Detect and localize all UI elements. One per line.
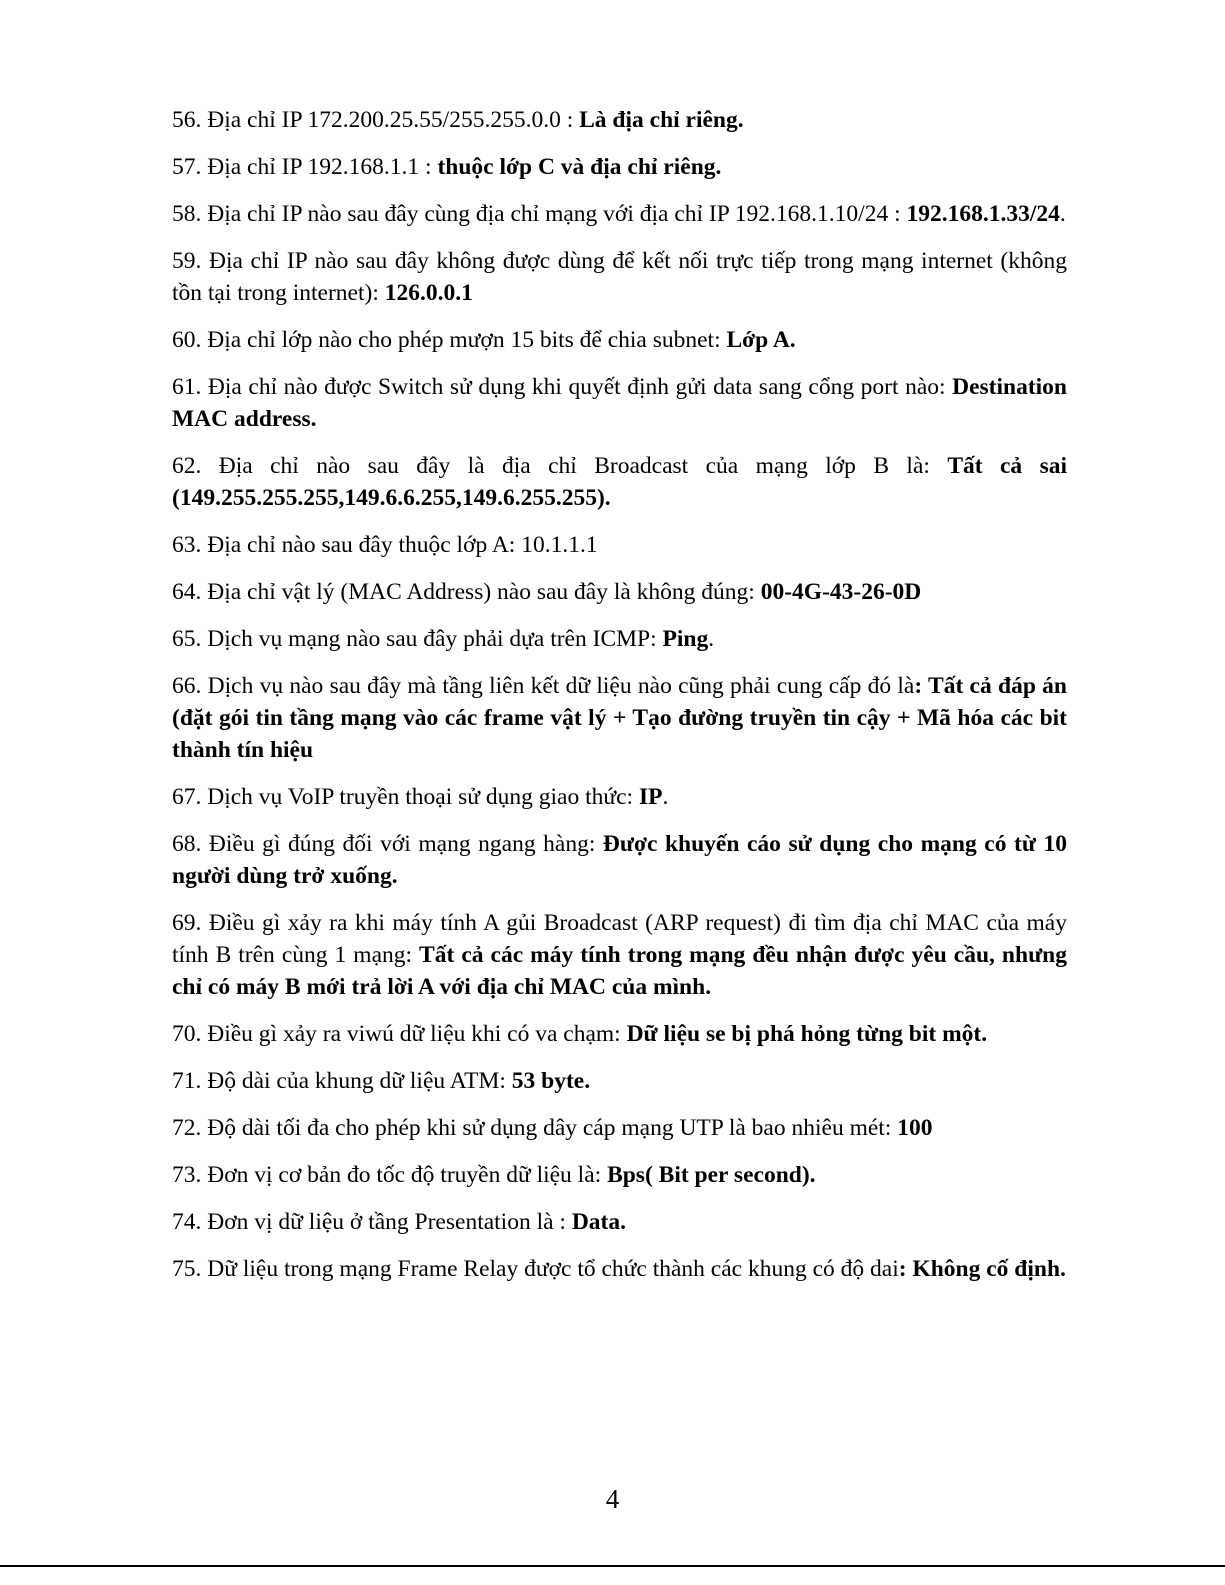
question-text: 57. Địa chỉ IP 192.168.1.1 : xyxy=(172,154,438,180)
question-74 xyxy=(172,1206,1067,1238)
question-tail: . xyxy=(1059,201,1066,227)
question-answer: 192.168.1.33/24 xyxy=(906,201,1060,227)
question-71 xyxy=(172,1065,1067,1097)
question-text: 72. Độ dài tối đa cho phép khi sử dụng dây cáp mạng UTP là bao nhiêu mét: xyxy=(172,1115,898,1141)
page-bottom-divider xyxy=(0,1565,1225,1567)
question-answer: Lớp A. xyxy=(726,327,796,353)
question-text: 61. Địa chỉ nào được Switch sử dụng khi quyết định gửi data sang cổng port nào: xyxy=(172,374,953,400)
question-58 xyxy=(172,198,1067,230)
page-number: 4 xyxy=(605,1484,620,1514)
question-text: 71. Độ dài của khung dữ liệu ATM: xyxy=(172,1068,512,1094)
question-answer: : Tất cả đáp án (đặt gói tin tầng mạng vào các frame vật lý + Tạo đường truyền tin cậy + Mã hóa các bit thành tín hiệu xyxy=(172,673,1067,763)
question-70 xyxy=(172,1018,1067,1050)
question-text: 63. Địa chỉ nào sau đây thuộc lớp A: 10.1.1.1 xyxy=(172,532,598,558)
question-text: 64. Địa chỉ vật lý (MAC Address) nào sau đây là không đúng: xyxy=(172,579,761,605)
question-answer: : Không cố định. xyxy=(898,1256,1066,1282)
question-text: 69. Điều gì xảy ra khi máy tính A gủi Broadcast (ARP request) đi tìm địa chỉ MAC của máy tính B trên cùng 1 mạng: xyxy=(172,910,1067,968)
question-answer: 100 xyxy=(897,1115,933,1141)
question-63 xyxy=(172,529,1067,561)
question-65 xyxy=(172,623,1067,655)
question-61 xyxy=(172,371,1067,435)
question-72 xyxy=(172,1112,1067,1144)
question-tail: . xyxy=(662,784,669,810)
question-57 xyxy=(172,151,1067,183)
question-answer: Ping xyxy=(662,626,709,652)
question-text: 75. Dữ liệu trong mạng Frame Relay được tổ chức thành các khung có độ dai xyxy=(172,1256,899,1282)
question-60 xyxy=(172,324,1067,356)
question-answer: Tất cả các máy tính trong mạng đều nhận được yêu cầu, nhưng chỉ có máy B mới trả lời A với địa chỉ MAC của mình. xyxy=(172,942,1067,1000)
question-text: 74. Đơn vị dữ liệu ở tầng Presentation là : xyxy=(172,1209,572,1235)
question-answer: Destination MAC address. xyxy=(172,374,1067,432)
document-page xyxy=(172,104,1067,1300)
question-answer: Tất cả sai (149.255.255.255,149.6.6.255,149.6.255.255). xyxy=(172,453,1067,511)
question-73 xyxy=(172,1159,1067,1191)
question-59 xyxy=(172,245,1067,309)
question-answer: 53 byte. xyxy=(511,1068,591,1094)
question-text: 73. Đơn vị cơ bản đo tốc độ truyền dữ liệu là: xyxy=(172,1162,608,1188)
question-56 xyxy=(172,104,1067,136)
question-text: 59. Địa chỉ IP nào sau đây không được dùng để kết nối trực tiếp trong mạng internet (không tồn tại trong internet): xyxy=(172,248,1067,306)
question-text: 60. Địa chỉ lớp nào cho phép mượn 15 bits để chia subnet: xyxy=(172,327,727,353)
question-answer: 126.0.0.1 xyxy=(384,280,473,306)
question-answer: 00-4G-43-26-0D xyxy=(760,579,922,605)
question-answer: Bps( Bit per second). xyxy=(607,1162,816,1188)
question-text: 68. Điều gì đúng đối với mạng ngang hàng: xyxy=(172,831,603,857)
question-answer: Là địa chỉ riêng. xyxy=(579,107,744,133)
question-text: 62. Địa chỉ nào sau đây là địa chỉ Broadcast của mạng lớp B là: xyxy=(172,453,948,479)
question-69 xyxy=(172,907,1067,1003)
question-text: 67. Dịch vụ VoIP truyền thoại sử dụng giao thức: xyxy=(172,784,639,810)
question-text: 56. Địa chỉ IP 172.200.25.55/255.255.0.0 : xyxy=(172,107,580,133)
question-68 xyxy=(172,828,1067,892)
question-answer: Được khuyến cáo sử dụng cho mạng có từ 10 người dùng trở xuống. xyxy=(172,831,1067,889)
question-answer: thuộc lớp C và địa chỉ riêng. xyxy=(437,154,722,180)
question-67 xyxy=(172,781,1067,813)
question-answer: IP xyxy=(638,784,663,810)
question-text: 66. Dịch vụ nào sau đây mà tầng liên kết dữ liệu nào cũng phải cung cấp đó là xyxy=(172,673,915,699)
question-66 xyxy=(172,670,1067,766)
question-answer: Data. xyxy=(571,1209,626,1235)
question-answer: Dữ liệu se bị phá hỏng từng bit một. xyxy=(626,1021,988,1047)
question-64 xyxy=(172,576,1067,608)
question-75 xyxy=(172,1253,1067,1285)
question-text: 58. Địa chỉ IP nào sau đây cùng địa chỉ mạng với địa chỉ IP 192.168.1.10/24 : xyxy=(172,201,907,227)
question-text: 65. Dịch vụ mạng nào sau đây phải dựa trên ICMP: xyxy=(172,626,663,652)
question-text: 70. Điều gì xảy ra viwú dữ liệu khi có va chạm: xyxy=(172,1021,627,1047)
question-tail: . xyxy=(708,626,715,652)
question-62 xyxy=(172,450,1067,514)
